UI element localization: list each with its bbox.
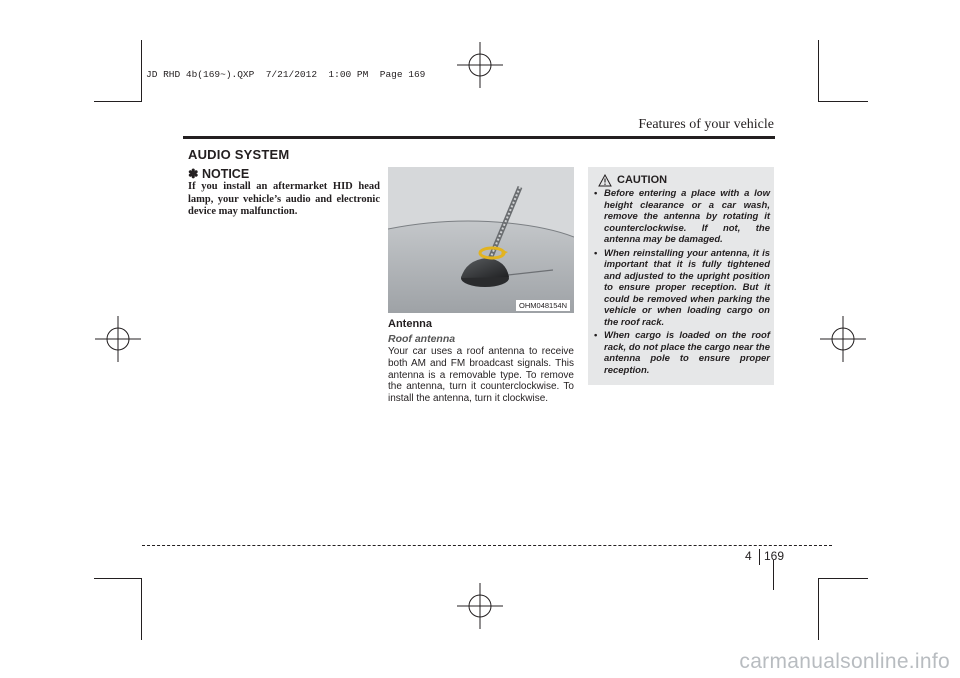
crop-mark: [818, 578, 819, 640]
caution-item: [592, 188, 770, 246]
running-header: Features of your vehicle: [638, 117, 774, 132]
notice-body: If you install an aftermarket HID head lamp, your vehicle’s audio and electronic device may malfunction.: [188, 181, 380, 217]
roof-antenna-figure: [388, 167, 574, 313]
header-rule: [183, 136, 775, 139]
print-slug: JD RHD 4b(169~).QXP 7/21/2012 1:00 PM Page 169: [146, 69, 426, 80]
crop-mark: [818, 101, 868, 102]
caution-heading: CAUTION: [617, 174, 668, 186]
crosshair-registration-icon: [95, 316, 141, 362]
antenna-heading: Antenna: [388, 318, 432, 330]
watermark-link[interactable]: carmanualsonline.info: [739, 650, 950, 673]
caution-item-text: Before entering a place with a low height clearance or a car wash, remove the antenna by rotating it counterclockwise. If not, the antenna may be damaged.: [604, 188, 770, 245]
crop-mark: [94, 101, 142, 102]
warning-triangle-icon: [598, 174, 612, 187]
crop-mark: [141, 578, 142, 640]
crosshair-registration-icon: [457, 42, 503, 88]
caution-list: [592, 188, 770, 378]
bullet-icon: •: [594, 188, 598, 199]
bullet-icon: •: [594, 330, 598, 341]
crop-mark: [818, 40, 819, 102]
antenna-subheading: Roof antenna: [388, 333, 456, 345]
caution-item: [592, 248, 770, 329]
bullet-icon: •: [594, 247, 598, 259]
crop-mark: [141, 40, 142, 102]
notice-heading: ✽ NOTICE: [188, 167, 250, 181]
page-number-divider: [759, 549, 760, 565]
chapter-number: 4: [745, 549, 752, 563]
caution-item-text: When cargo is loaded on the roof rack, do not place the cargo near the antenna pole to ensure proper reception.: [604, 330, 770, 376]
roof-antenna-illustration: [388, 167, 574, 313]
page-number: 169: [764, 549, 785, 563]
crop-mark: [94, 578, 142, 579]
footer-rule: [142, 545, 832, 546]
crop-mark: [818, 578, 868, 579]
section-title: AUDIO SYSTEM: [188, 147, 290, 162]
caution-item-text: When reinstalling your antenna, it is important that it is fully tightened and adjusted to the upright position to ensure proper reception. But it could be removed when parking the vehicle or when loading cargo on the roof rack.: [604, 247, 770, 328]
crosshair-registration-icon: [457, 583, 503, 629]
crosshair-registration-icon: [820, 316, 866, 362]
caution-item: [592, 330, 770, 376]
antenna-body: Your car uses a roof antenna to receive both AM and FM broadcast signals. This antenna is a removable type. To remove the antenna, turn it counterclockwise. To install the antenna, turn it clockwise.: [388, 346, 574, 405]
crop-mark: [773, 560, 774, 590]
figure-code: OHM048154N: [516, 300, 570, 311]
